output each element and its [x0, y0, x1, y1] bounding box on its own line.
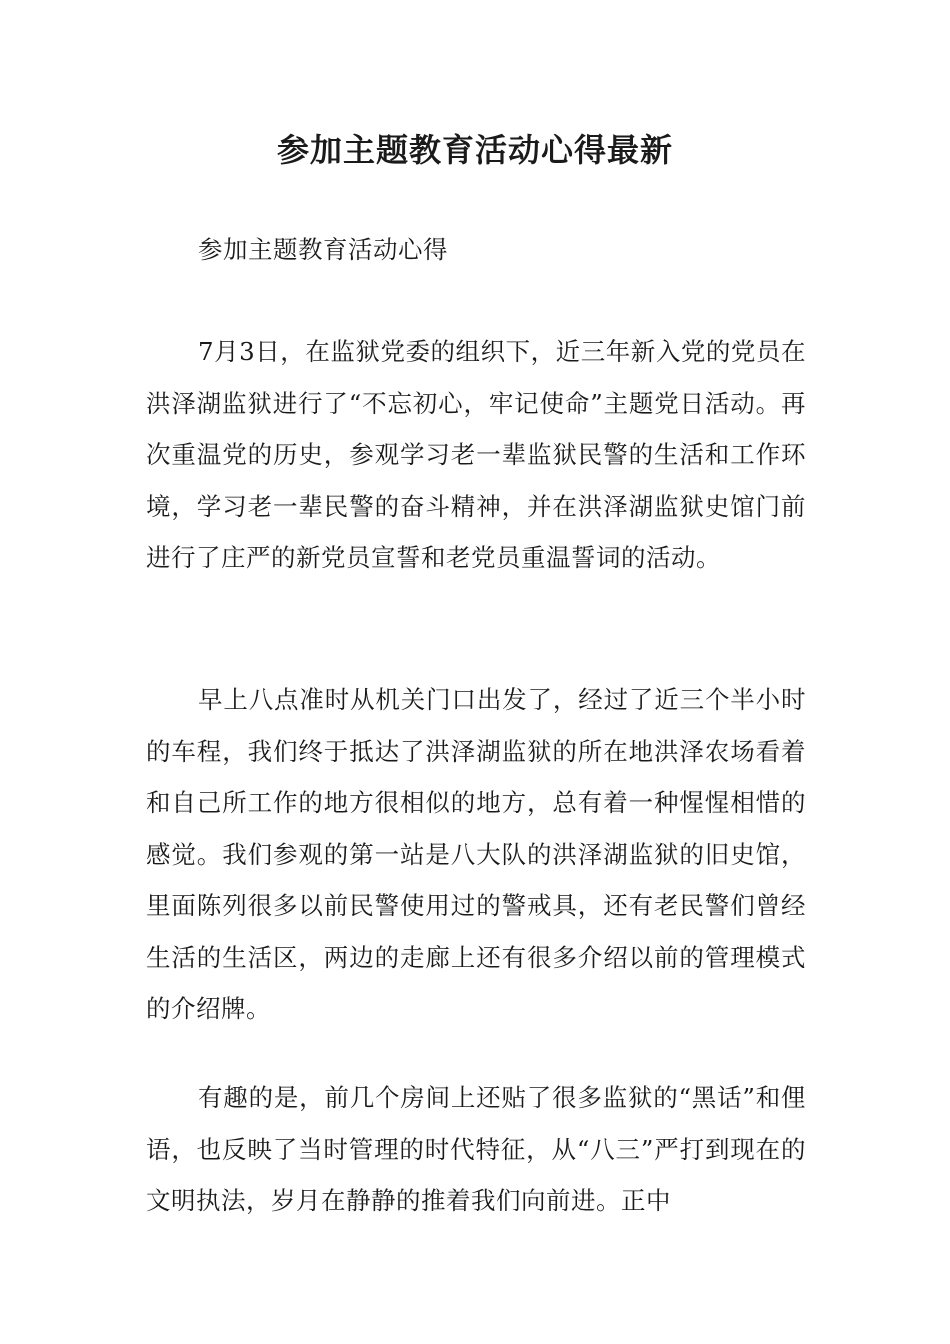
- paragraph-subtitle: 参加主题教育活动心得: [198, 235, 448, 264]
- document-title: 参加主题教育活动心得最新: [276, 131, 673, 169]
- paragraph-3: 有趣的是，前几个房间上还贴了很多监狱的“黑话”和俚语，也反映了当时管理的时代特征，从“八三”严打到现在的文明执法，岁月在静静的推着我们向前进。正中: [146, 1083, 806, 1215]
- paragraph-2: 早上八点准时从机关门口出发了，经过了近三个半小时的车程，我们终于抵达了洪泽湖监狱的所在地洪泽农场看着和自己所工作的地方很相似的地方，总有着一种惺惺相惜的感觉。我们参观的第一站是八大队的洪泽湖监狱的旧史馆，里面陈列很多以前民警使用过的警戒具，还有老民警们曾经生活的生活区，两边的走廊上还有很多介绍以前的管理模式的介绍牌。: [146, 685, 806, 1023]
- paragraph-1: 7月3日，在监狱党委的组织下，近三年新入党的党员在洪泽湖监狱进行了“不忘初心，牢记使命”主题党日活动。再次重温党的历史，参观学习老一辈监狱民警的生活和工作环境，学习老一辈民警的奋斗精神，并在洪泽湖监狱史馆门前进行了庄严的新党员宣誓和老党员重温誓词的活动。: [146, 337, 806, 572]
